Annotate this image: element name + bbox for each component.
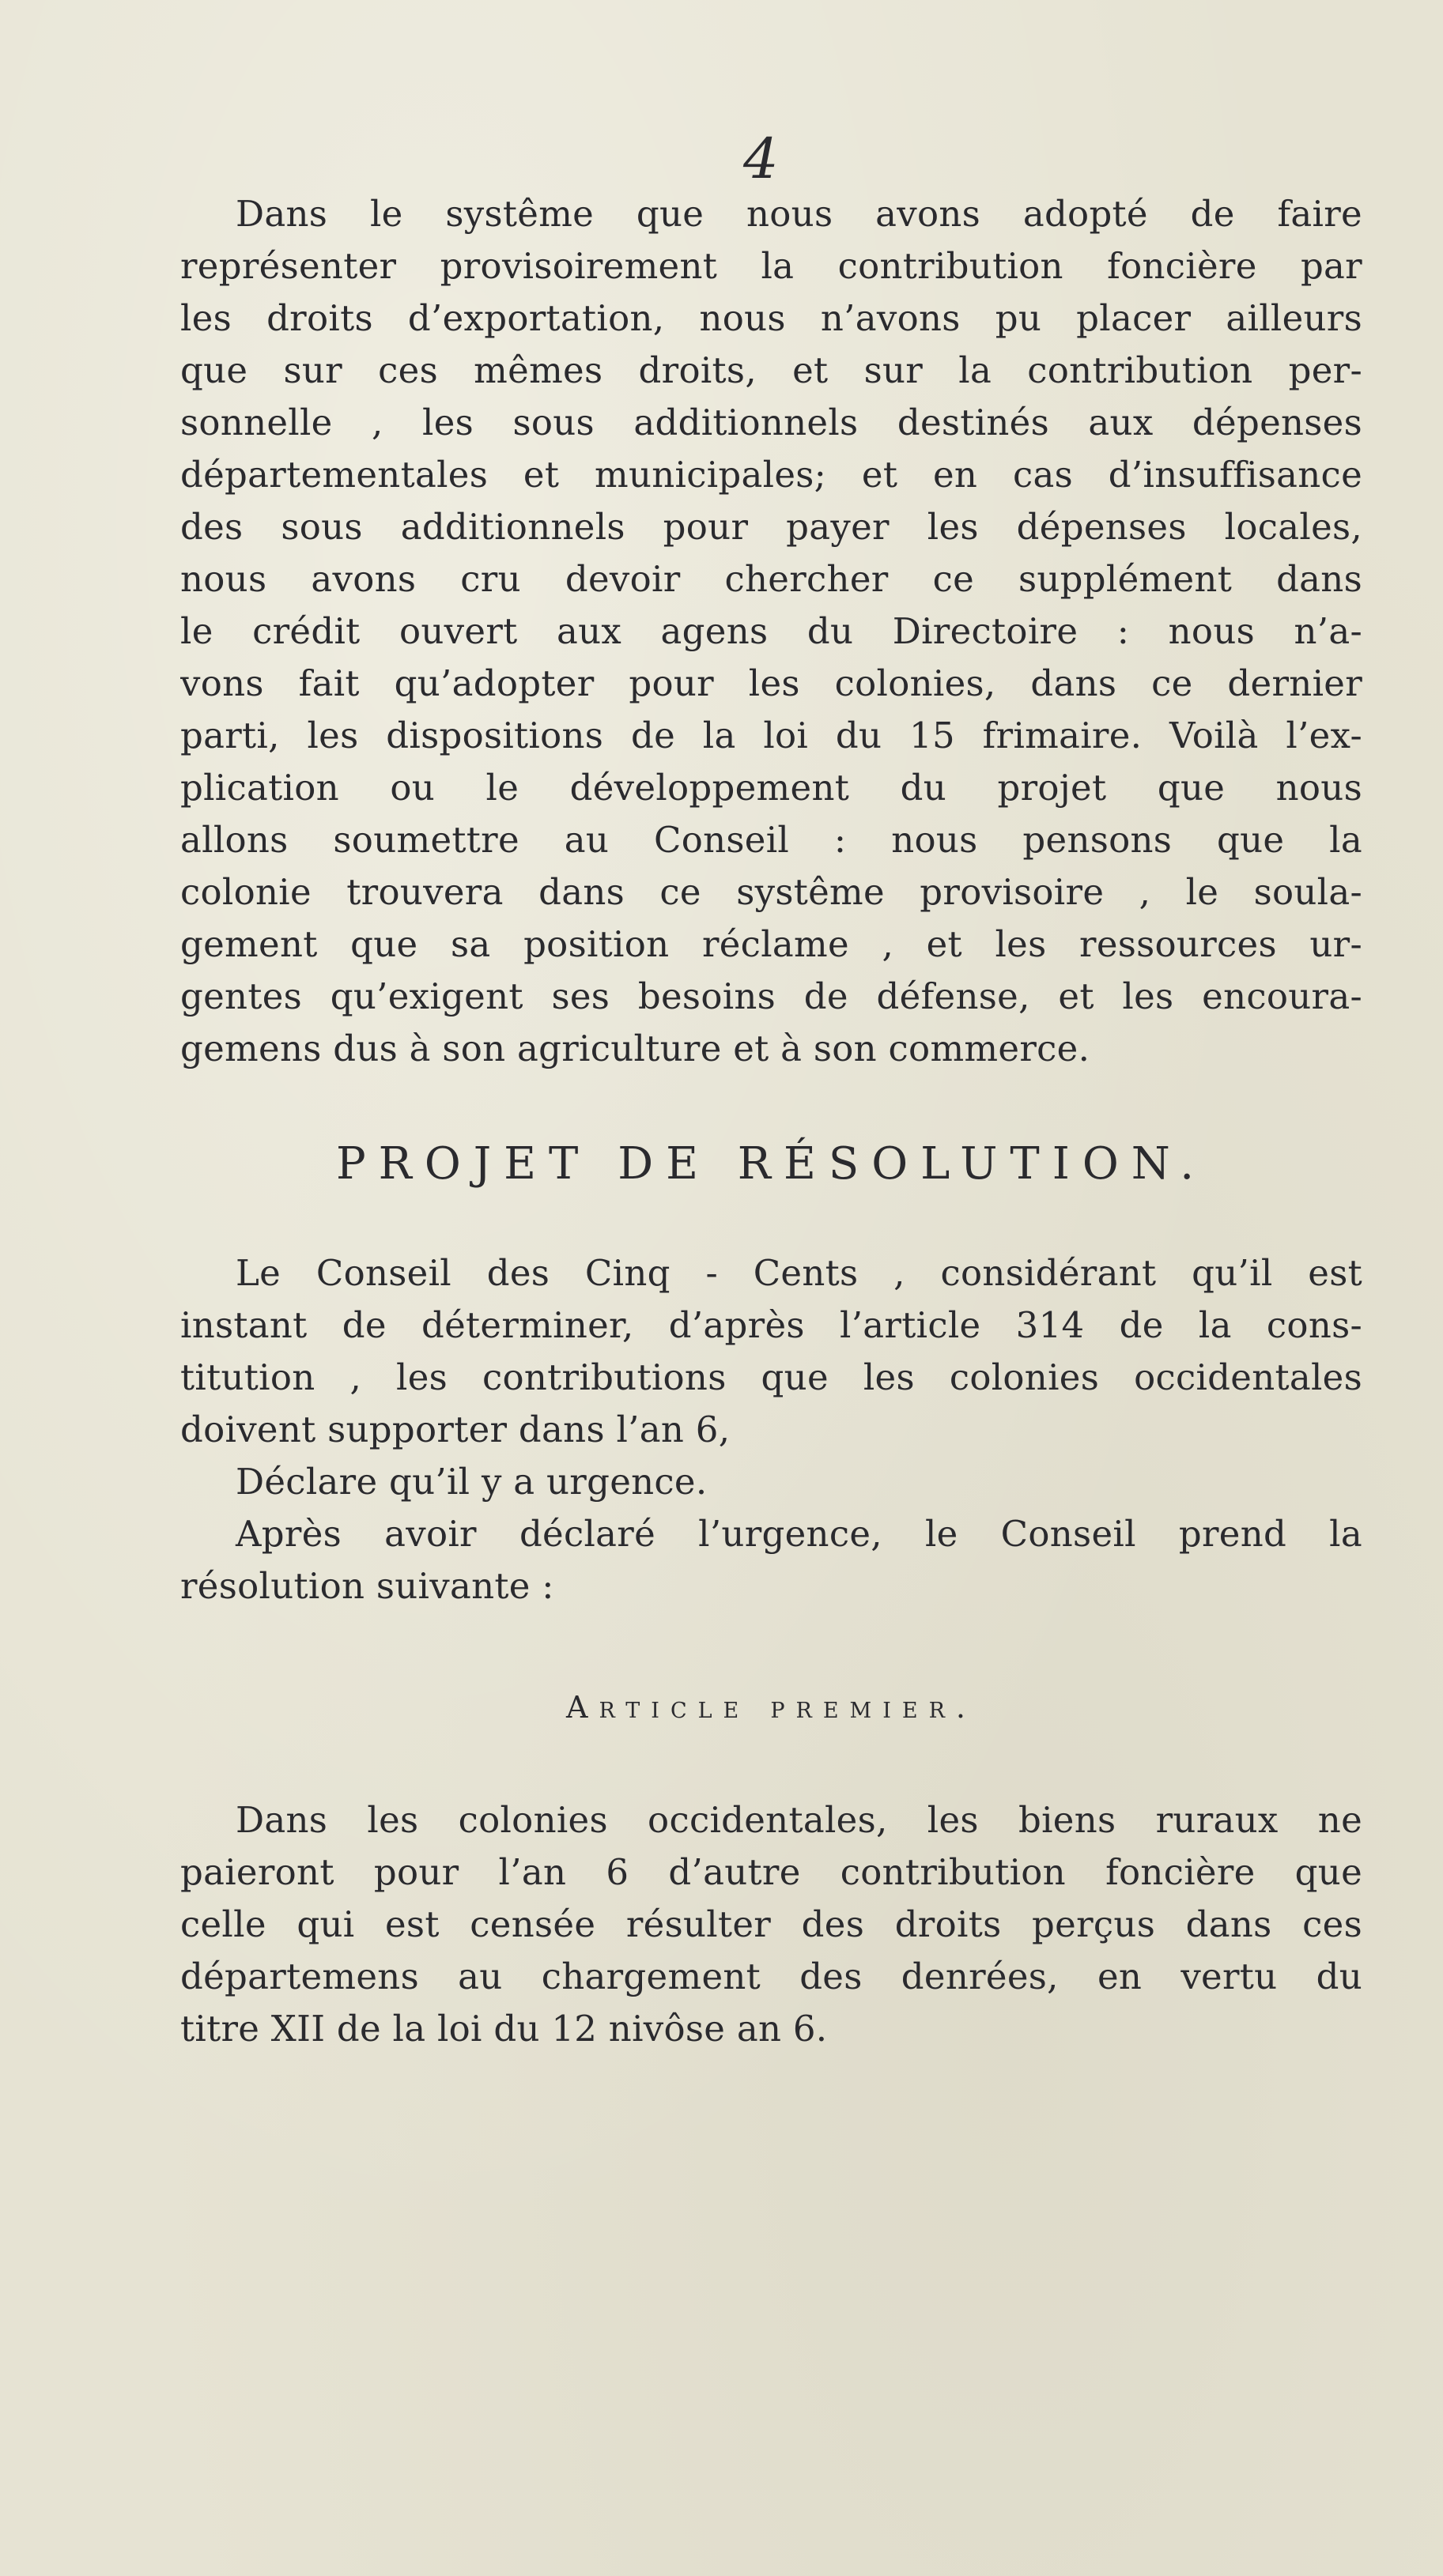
text-line: le crédit ouvert aux agens du Directoire : nous n’a- [180,610,1362,652]
text-line: sonnelle , les sous additionnels destinés aux dépenses [180,402,1362,443]
text-line: allons soumettre au Conseil : nous pensons que la [180,819,1362,861]
text-line: les droits d’exportation, nous n’avons pu placer ailleurs [180,297,1362,339]
text-line: parti, les dispositions de la loi du 15 frimaire. Voilà l’ex- [180,715,1362,756]
text-line: Après avoir déclaré l’urgence, le Conseil prend la [236,1513,1362,1555]
text-line: que sur ces mêmes droits, et sur la contribution per- [180,349,1362,391]
article-paragraph [180,1794,1362,2055]
text-line: colonie trouvera dans ce systême provisoire , le soula- [180,871,1362,913]
text-line: départemens au chargement des denrées, en vertu du [180,1956,1362,1997]
text-line: instant de déterminer, d’après l’article 314 de la cons- [180,1304,1362,1346]
text-line: résolution suivante : [180,1565,554,1607]
text-line: vons fait qu’adopter pour les colonies, dans ce dernier [180,662,1362,704]
text-line: celle qui est censée résulter des droits perçus dans ces [180,1903,1362,1945]
text-line: Dans le systême que nous avons adopté de faire [236,193,1362,235]
text-line: gemens dus à son agriculture et à son commerce. [180,1028,1090,1069]
text-line: gement que sa position réclame , et les ressources ur- [180,923,1362,965]
text-line: gentes qu’exigent ses besoins de défense, et les encoura- [180,975,1362,1017]
text-line: représenter provisoirement la contribution foncière par [180,245,1362,287]
text-line: des sous additionnels pour payer les dépenses locales, [180,506,1362,548]
text-line: titution , les contributions que les colonies occidentales [180,1356,1362,1398]
text-line: doivent supporter dans l’an 6, [180,1409,731,1450]
text-line: Le Conseil des Cinq - Cents , considérant qu’il est [236,1252,1362,1294]
text-line: départementales et municipales; et en cas d’insuffisance [180,454,1362,496]
resolution-paragraph [180,1247,1362,1612]
text-line: Déclare qu’il y a urgence. [236,1461,708,1503]
resolution-heading: PROJET DE RÉSOLUTION. [335,1138,1207,1190]
text-line: Dans les colonies occidentales, les biens ruraux ne [236,1799,1362,1841]
page-number: 4 [743,126,779,191]
text-line: paieront pour l’an 6 d’autre contribution foncière que [180,1851,1362,1893]
text-line: nous avons cru devoir chercher ce supplément dans [180,558,1362,600]
text-line: titre XII de la loi du 12 nivôse an 6. [180,2008,828,2050]
article-title: Article premier. [566,1690,976,1725]
intro-paragraph [180,188,1362,1075]
text-line: plication ou le développement du projet que nous [180,767,1362,809]
